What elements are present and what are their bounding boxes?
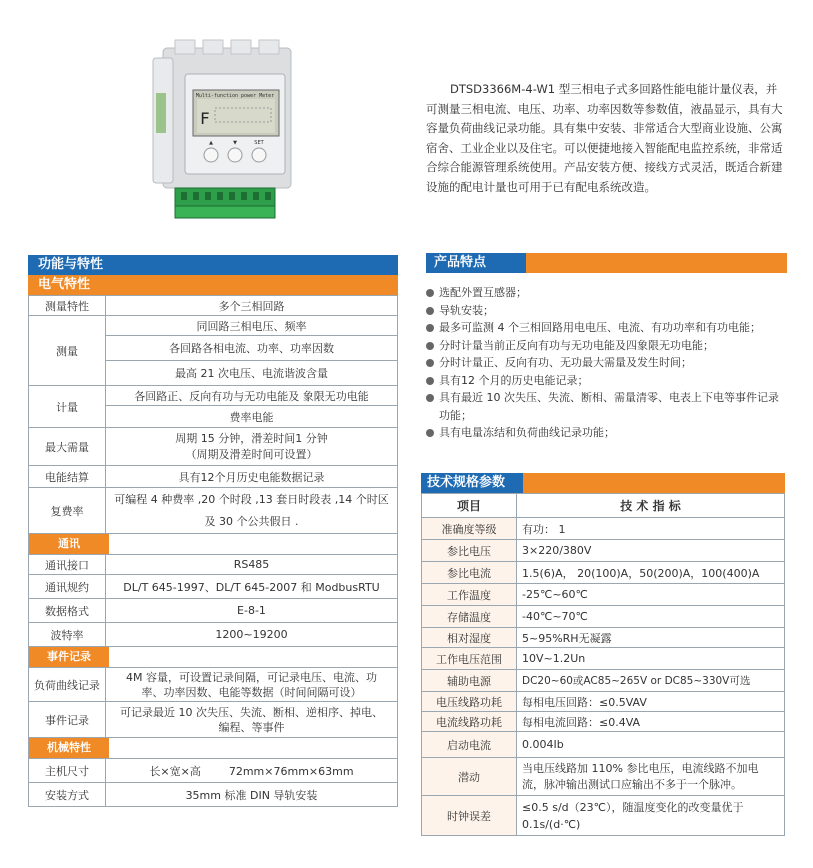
table-row: 费率电能 [29,406,398,428]
list-item: 具有12 个月的历史电能记录； [426,372,788,390]
table-row: 工作温度 -25℃~60℃ [422,584,785,606]
table-row: 参比电流 1.5(6)A， 20(100)A，50(200)A，100(400)A [422,562,785,584]
table-row: 工作电压范围 10V~1.2Un [422,648,785,670]
bullet-icon [426,377,434,385]
table-row: 测量 同回路三相电压、频率 [29,316,398,336]
list-item: 最多可监测 4 个三相回路用电电压、电流、有功功率和有功电能； [426,319,788,337]
bullet-icon [426,307,434,315]
table-row: 负荷曲线记录 4M 容量，可设置记录间隔，可记录电压、电流、功 率、功率因数、电能等数据（时间间隔可设） [29,668,398,702]
list-item: 具有最近 10 次失压、失流、断相、需量清零、电表上下电等事件记录功能； [426,389,788,424]
table-row: 最高 21 次电压、电流谐波含量 [29,361,398,386]
tech-table [421,493,785,836]
table-row: 启动电流 0.004Ib [422,732,785,758]
tech-spec-section [421,473,785,836]
table-row: 时钟误差 ≤0.5 s/d（23℃），随温度变化的改变量优于 0.1s/(d·℃) [422,796,785,836]
table-row: 通讯规约 DL/T 645-1997、DL/T 645-2007 和 ModbusRTU [29,575,398,599]
svg-text:▼: ▼ [233,140,237,146]
table-row: 数据格式 E-8-1 [29,599,398,623]
svg-text:SET: SET [254,140,264,146]
meter-device-image [145,38,297,226]
product-intro: DTSD3366M-4-W1 型三相电子式多回路性能电能计量仪表，并可测量三相电流、电压、功率、功率因数等参数值，液晶显示，具有大容量负荷曲线记录功能。具有集中安装、非常适合大型商业设施、公寓宿舍、工业企业以及住宅。可以便捷地接入智能配电监控系统，非常适合综合能源管理系统使用。产品安装方便、接线方式灵活，既适合新建设施的配电计量也可用于已有配电系统改造。 [426,82,783,194]
bullet-icon [426,429,434,437]
table-row: 波特率 1200~19200 [29,623,398,647]
svg-text:F: F [200,109,210,128]
table-row: 参比电压 3×220/380V [422,540,785,562]
table-row: 主机尺寸 长×宽×高 72mm×76mm×63mm [29,759,398,783]
table-header-row: 项目 技 术 指 标 [422,494,785,518]
list-item: 导轨安装； [426,302,788,320]
lcd-header-text: Multi-function power Meter [195,93,275,99]
table-row: 安装方式 35mm 标准 DIN 导轨安装 [29,783,398,807]
function-features-title: 功能与特性 [28,255,398,275]
bullet-icon [426,289,434,297]
table-row: 各回路各相电流、功率、功率因数 [29,336,398,361]
table-row: 通讯接口 RS485 [29,555,398,575]
table-row: 计量 各回路正、反向有功与无功电能及 象限无功电能 [29,386,398,406]
comm-title: 通讯 [29,534,109,554]
table-row: 复费率 可编程 4 种费率 ,20 个时段 ,13 套日时段表 ,14 个时区 及 30 个公共假日 . [29,488,398,534]
bullet-icon [426,342,434,350]
features-header [426,253,787,273]
table-row: 潜动 当电压线路加 110% 参比电压，电流线路不加电流，脉冲输出测试口应输出不多于一个脉冲。 [422,758,785,796]
table-row: 相对湿度 5~95%RH无凝露 [422,628,785,648]
mech-title: 机械特性 [29,738,109,758]
electrical-table [28,295,398,807]
table-row: 事件记录 可记录最近 10 次失压、失流、断相、逆相序、掉电、 编程、等事件 [29,702,398,738]
bullet-icon [426,394,434,402]
list-item: 选配外置互感器； [426,284,788,302]
table-row: 电压线路功耗 每相电压回路：≤0.5VAV [422,692,785,712]
tech-title: 技术规格参数 [421,473,523,493]
table-row [29,738,398,759]
bullet-icon [426,324,434,332]
event-title: 事件记录 [29,647,109,667]
electrical-title: 电气特性 [28,275,398,295]
table-row: 存储温度 -40℃~70℃ [422,606,785,628]
table-row: 最大需量 周期 15 分钟，滑差时间1 分钟 （周期及滑差时间可设置） [29,428,398,466]
function-features-section [28,255,398,807]
table-row: 辅助电源 DC20~60或AC85~265V or DC85~330V可选 [422,670,785,692]
list-item: 分时计量当前正反向有功与无功电能及四象限无功电能； [426,337,788,355]
svg-text:▲: ▲ [209,140,213,146]
list-item: 具有电量冻结和负荷曲线记录功能； [426,424,788,442]
features-title: 产品特点 [426,253,526,273]
bullet-icon [426,359,434,367]
table-row: 电能结算 具有12个月历史电能数据记录 [29,466,398,488]
table-row [29,647,398,668]
table-row: 准确度等级 有功： 1 [422,518,785,540]
table-row [29,534,398,555]
table-row: 电流线路功耗 每相电流回路：≤0.4VA [422,712,785,732]
table-row: 测量特性 多个三相回路 [29,296,398,316]
list-item: 分时计量正、反向有功、无功最大需量及发生时间； [426,354,788,372]
features-list [426,284,788,442]
